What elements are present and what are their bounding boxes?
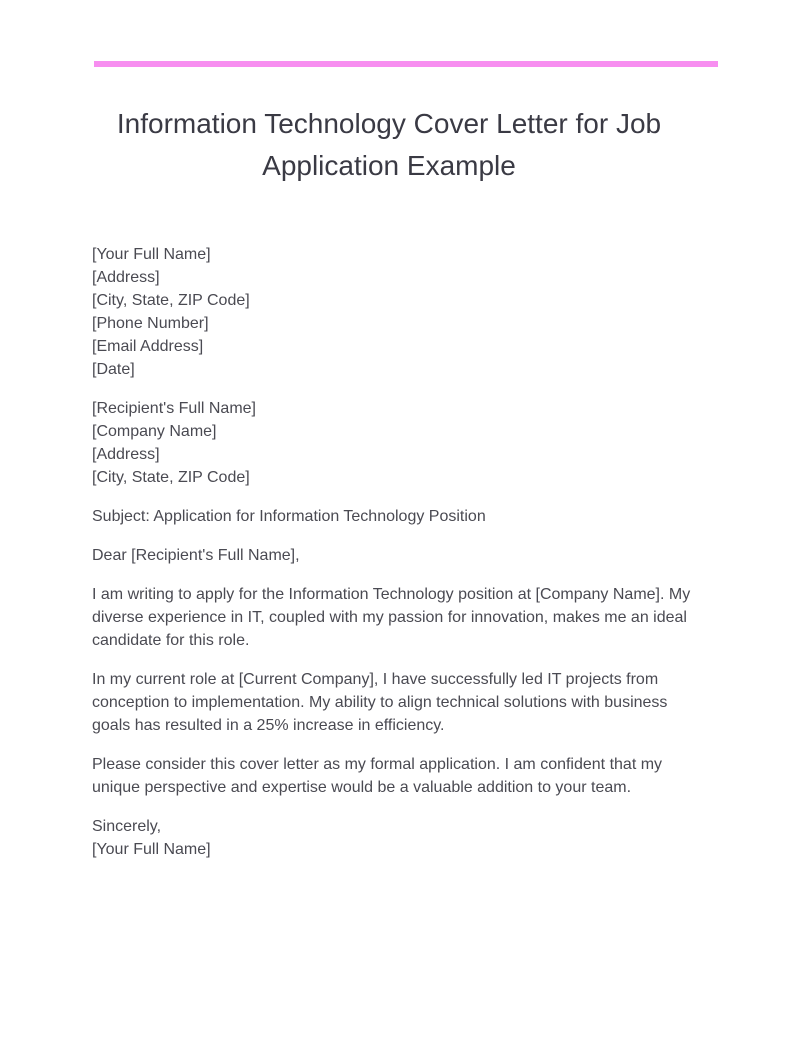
sender-block	[92, 243, 692, 381]
letter-body	[92, 243, 692, 877]
closing: Sincerely,	[92, 818, 162, 835]
recipient-company: [Company Name]	[92, 423, 217, 440]
sign-off-block	[92, 815, 692, 861]
recipient-city-state-zip: [City, State, ZIP Code]	[92, 469, 250, 486]
recipient-address: [Address]	[92, 446, 160, 463]
body-paragraph-2: In my current role at [Current Company], I have successfully led IT projects from conception to implementation. My ability to align technical solutions with business goals has resulted in a 25% increase in efficiency.	[92, 671, 668, 734]
recipient-name: [Recipient's Full Name]	[92, 400, 256, 417]
sender-name: [Your Full Name]	[92, 246, 211, 263]
subject-line: Subject: Application for Information Technology Position	[92, 508, 486, 525]
accent-bar	[94, 61, 718, 67]
body-paragraph-3: Please consider this cover letter as my formal application. I am confident that my unique perspective and expertise would be a valuable addition to your team.	[92, 756, 663, 796]
salutation: Dear [Recipient's Full Name],	[92, 547, 300, 564]
sender-address: [Address]	[92, 269, 160, 286]
recipient-block	[92, 397, 692, 489]
signature: [Your Full Name]	[92, 841, 211, 858]
page-title: Information Technology Cover Letter for Job Application Example	[116, 108, 662, 181]
sender-city-state-zip: [City, State, ZIP Code]	[92, 292, 250, 309]
body-paragraph-1: I am writing to apply for the Information Technology position at [Company Name]. My diverse experience in IT, coupled with my passion for innovation, makes me an ideal candidate for this role.	[92, 586, 691, 649]
sender-phone: [Phone Number]	[92, 315, 209, 332]
sender-email: [Email Address]	[92, 338, 204, 355]
letter-date: [Date]	[92, 361, 135, 378]
